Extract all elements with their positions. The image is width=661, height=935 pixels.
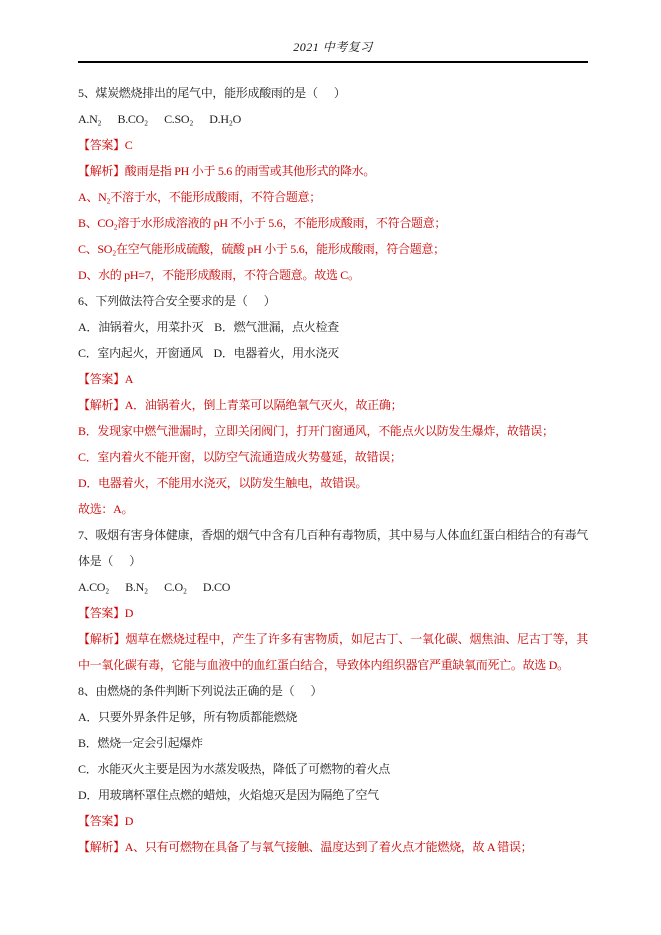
question-6-explanation-line: C．室内着火不能开窗，以防空气流通造成火势蔓延，故错误； [78, 450, 402, 464]
question-6 [78, 288, 588, 522]
question-6-answer: 【答案】A [78, 372, 134, 386]
question-5-stem: 5、煤炭燃烧排出的尾气中，能形成酸雨的是（ ） [78, 86, 346, 100]
question-8-explanation-line: 【解析】A、只有可燃物在具备了与氧气接触、温度达到了着火点才能燃烧，故 A 错误； [78, 840, 533, 854]
question-7-explanation-line: 【解析】烟草在燃烧过程中，产生了许多有害物质，如尼古丁、一氧化碳、烟焦油、尼古丁等，其中一氧化碳有毒，它能与血液中的血红蛋白结合，导致体内组织器官严重缺氧而死亡。故选 D。 [78, 632, 588, 672]
question-5-explanation-line: C、SO₂在空气能形成硫酸，硫酸 pH 小于 5.6，能形成酸雨，符合题意； [78, 242, 445, 256]
question-8-option: B．燃烧一定会引起爆炸 [78, 736, 203, 750]
question-5-explanation-line: D、水的 pH=7，不能形成酸雨，不符合题意。故选 C。 [78, 268, 360, 282]
page-header-title: 2021 中考复习 [78, 38, 588, 63]
question-6-explanation-line: D．电器着火，不能用水浇灭，以防发生触电，故错误。 [78, 476, 368, 490]
question-8-option: D．用玻璃杯罩住点燃的蜡烛，火焰熄灭是因为隔绝了空气 [78, 788, 379, 802]
question-5-explanation-line: 【解析】酸雨是指 PH 小于 5.6 的雨雪或其他形式的降水。 [78, 164, 376, 178]
question-7 [78, 522, 588, 678]
question-6-explanation-line: 【解析】A．油锅着火，倒上青菜可以隔绝氧气灭火，故正确； [78, 398, 403, 412]
question-6-stem: 6、下列做法符合安全要求的是（ ） [78, 294, 276, 308]
question-8-stem: 8、由燃烧的条件判断下列说法正确的是（ ） [78, 684, 323, 698]
question-5-answer: 【答案】C [78, 138, 133, 152]
question-8-answer: 【答案】D [78, 814, 134, 828]
question-7-stem: 7、吸烟有害身体健康，香烟的烟气中含有几百种有毒物质，其中易与人体血红蛋白相结合的有毒气体是（ ） [78, 528, 588, 568]
document-content [78, 80, 588, 860]
question-6-options-row1: A．油锅着火，用菜扑灭 B．燃气泄漏，点火检查 [78, 320, 339, 334]
question-5-explanation-line: A、N₂不溶于水，不能形成酸雨，不符合题意； [78, 190, 321, 204]
question-7-options: A.CO₂ B.N₂ C.O₂ D.CO [78, 580, 231, 594]
question-6-options-row2: C．室内起火，开窗通风 D．电器着火，用水浇灭 [78, 346, 339, 360]
question-8-option: C．水能灭火主要是因为水蒸发吸热，降低了可燃物的着火点 [78, 762, 390, 776]
question-8-option: A．只要外界条件足够，所有物质都能燃烧 [78, 710, 297, 724]
question-7-answer: 【答案】D [78, 606, 134, 620]
question-5-options: A.N₂ B.CO₂ C.SO₂ D.H₂O [78, 112, 241, 126]
question-5 [78, 80, 588, 288]
question-6-conclusion: 故选：A。 [78, 502, 134, 516]
question-8 [78, 678, 588, 860]
question-6-explanation-line: B．发现家中燃气泄漏时，立即关闭阀门，打开门窗通风，不能点火以防发生爆炸，故错误； [78, 424, 554, 438]
question-5-explanation-line: B、CO₂溶于水形成溶液的 pH 不小于 5.6，不能形成酸雨，不符合题意； [78, 216, 447, 230]
